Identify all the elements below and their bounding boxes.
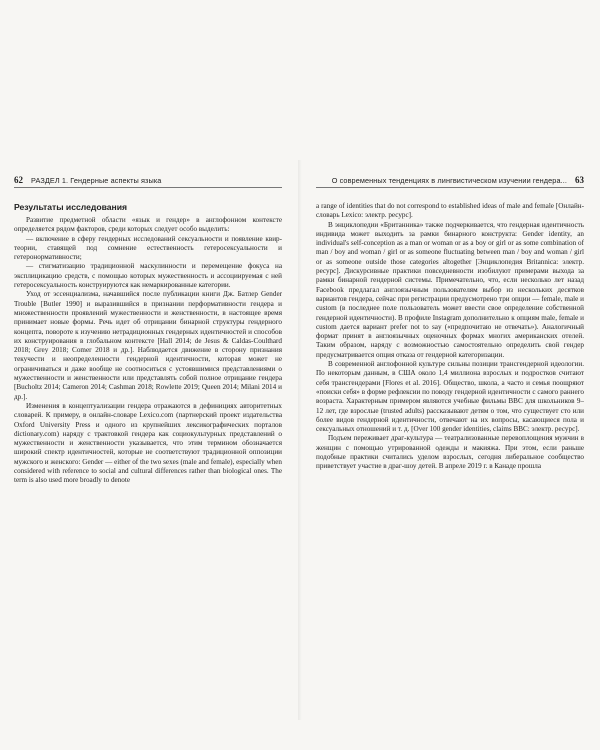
right-paragraph: В энциклопедии «Британника» также подчеркивается, что гендерная идентичность индивида может выходить за рамки бинарного конструкта: Gender identity, an individual's self-conception as a man or woman or as a boy or girl or as some combination of man / boy and woman / girl or as someone fluctuating between man / boy and woman / girl or as someone outside those categories altogether [Энциклопедия Britannica: электр. ресурс]. Дискурсивные практики повседневности изобилуют примерами выхода за рамки бинарной гендерной системы. Примечательно, что, если несколько лет назад Facebook предлагал англоязычным пользователям выбор из нескольких десятков вариантов гендера, сейчас при регистрации предусмотрено три опции — female, male и custom (в последнее поле пользователь может ввести свое определение собственной гендерной идентичности). В профиле Instagram дополнительно к опциям male, female и custom дается вариант prefer not to say («предпочитаю не отвечать»). Аналогичный формат принят в англоязычных оценочных формах многих американских отелей. Таким образом, наряду с возможностью самостоятельно определить свой гендер предусматривается опция отказа от гендерной категоризации. — [316, 220, 584, 359]
right-running-head: О современных тенденциях в лингвистическом изучении гендера... — [331, 176, 567, 185]
right-header — [316, 176, 584, 188]
section-title: Результаты исследования — [14, 202, 128, 212]
page-gutter — [298, 160, 302, 720]
right-paragraph: В современной англофонной культуре сильны позиции трансгендерной идеологии. По некоторым данным, в США около 1,4 миллиона взрослых и подростков считают себя трансгендерами [Flores et al. 2016]. Общество, школа, а часто и семья поощряют «поиски себя» в форме рефлексии по поводу гендерной идентичности с самого раннего возраста. Характерным примером являются учебные фильмы BBC для школьников 9–12 лет, где взрослые (trusted adults) рассказывают детям о том, что существует сто или более видов гендерной идентичности, отвечают на их вопросы, касающиеся пола и сексуальных отношений и т. д. [Over 100 gender identities, claims BBC: электр. ресурс]. — [316, 360, 584, 434]
left-running-head: РАЗДЕЛ 1. Гендерные аспекты языка — [31, 176, 162, 185]
left-paragraph: — стигматизацию традиционной маскулинности и перемещение фокуса на эксплицикацию средств, с помощью которых мужественность и ассоциируемая с ней гетеросексуальность конструируются как немаркированные категории. — [14, 262, 282, 290]
left-page — [14, 176, 282, 736]
right-paragraph: Подъем переживает драг-культура — театрализованные перевоплощения мужчин в женщин с помощью утрированной одежды и макияжа. При этом, если раньше подобные практики считались уделом взрослых, сегодня либеральное сообщество приветствует участие в драг-шоу детей. В апреле 2019 г. в Канаде прошла — [316, 434, 584, 471]
right-page — [316, 176, 584, 736]
left-paragraph: Развитие предметной области «язык и гендер» в англофонном контексте определяется рядом факторов, среди которых следует особо выделить: — [14, 216, 282, 234]
left-page-number: 62 — [14, 176, 23, 185]
right-paragraph: a range of identities that do not correspond to established ideas of male and female [Онлайн-словарь Lexico: электр. ресурс]. — [316, 202, 584, 220]
left-paragraph: Уход от эссенциализма, начавшийся после публикации книги Дж. Батлер Gender Trouble [Butler 1990] и выразившийся в признании перформативности гендера и множественности проявлений мужественности и женственности, в настоящее время принимает новые формы. Речь идет об отрицании бинарной структуры гендерного концепта, повороте к изучению нетрадиционных гендерных идентичностей и способов их конструирования в глобальном контексте [Hall 2014; de Jesus & Caldas-Coulthard 2018; Grey 2018; Comer 2018 и др.]. Наблюдается движение в сторону признания текучести и неопределенности гендерной идентичности, которая может не ограничиваться и даже вообще не соотноситься с устоявшимися представлениями о мужественности и женственности или представлять собой полное отрицание гендера [Bucholtz 2014; Cameron 2014; Cashman 2018; Rowlette 2019; Queen 2014; Milani 2014 и др.]. — [14, 290, 282, 401]
left-paragraph: — включение в сферу гендерных исследований сексуальности и появление квир-теории, ставящей под сомнение естественность гетеросексуальности и гетеронормативности; — [14, 234, 282, 262]
left-header — [14, 176, 282, 188]
right-page-number: 63 — [575, 176, 584, 185]
left-paragraph: Изменения в концептуализации гендера отражаются в дефинициях авторитетных словарей. К примеру, в онлайн-словаре Lexico.com (партнерский проект издательства Oxford University Press и одного из крупнейших лексикографических порталов dictionary.com) наряду с трактовкой гендера как социокультурных представлений о мужественности и женственности указывается, что этим термином обозначается широкий спектр идентичностей, которые не соответствуют традиционной оппозиции мужского и женского: Gender — either of the two sexes (male and female), especially when considered with reference to social and cultural differences rather than biological ones. The term is also used more broadly to denote — [14, 401, 282, 485]
